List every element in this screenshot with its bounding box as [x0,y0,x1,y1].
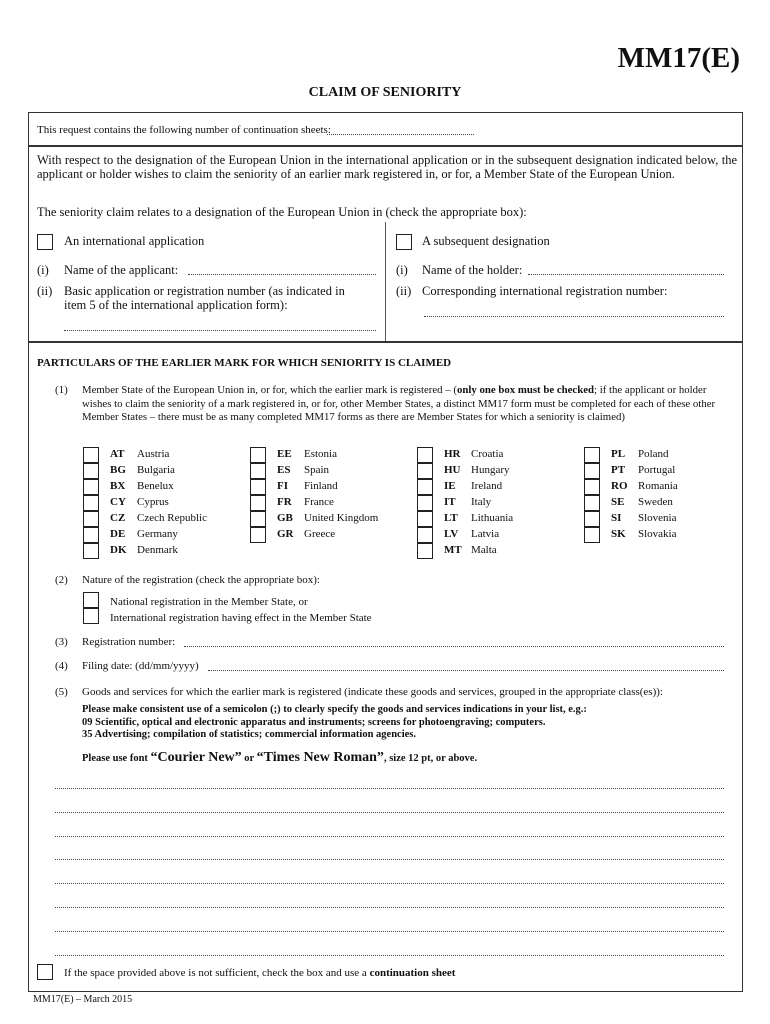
filing-date-label: Filing date: (dd/mm/yyyy) [82,660,199,672]
footer-text: MM17(E) – March 2015 [33,994,133,1005]
country-checkbox-de[interactable] [83,527,99,543]
text: or [241,753,257,764]
country-name: Austria [137,448,170,460]
country-code: GR [277,528,294,540]
country-checkbox-gb[interactable] [250,511,266,527]
country-checkbox-cy[interactable] [83,495,99,511]
country-name: Croatia [471,448,504,460]
country-code: HU [444,464,461,476]
country-checkbox-ee[interactable] [250,447,266,463]
country-checkbox-hr[interactable] [417,447,433,463]
country-name: Estonia [304,448,337,460]
country-name: Finland [304,480,338,492]
item-number: (2) [55,574,68,586]
text: ; if the applicant or holder wishes to claim the seniority of a mark registered in, or for, other Member States, a distinct MM17 form must be completed for each of these other Member States – there must be as many completed MM17 forms as there are Member States for which a seniority is claimed) [82,384,716,423]
text: “Courier New” [150,750,242,765]
country-checkbox-pl[interactable] [584,447,600,463]
country-name: Romania [638,480,678,492]
applicant-name-field[interactable] [188,274,376,275]
country-code: MT [444,544,462,556]
country-checkbox-at[interactable] [83,447,99,463]
country-code: FI [277,480,288,492]
country-name: Spain [304,464,330,476]
emphasis: only one box must be checked [456,384,595,396]
country-code: EE [277,448,292,460]
text: Please use font [82,753,151,764]
country-name: Benelux [137,480,174,492]
basic-application-field[interactable] [64,330,376,331]
country-code: BG [110,464,126,476]
country-code: AT [110,448,125,460]
country-code: SI [611,512,622,524]
country-checkbox-si[interactable] [584,511,600,527]
country-code: CZ [110,512,126,524]
continuation-label: This request contains the following number of continuation sheets: [37,124,331,136]
applicant-name-label: Name of the applicant: [64,263,179,277]
country-checkbox-sk[interactable] [584,527,600,543]
country-checkbox-cz[interactable] [83,511,99,527]
international-registration-label: International registration having effect in the Member State [110,612,372,624]
semicolon-note [82,704,587,742]
emphasis: continuation sheet [369,967,456,979]
country-name: Lithuania [471,512,514,524]
goods-services-line[interactable] [55,836,724,837]
country-code: PL [611,448,626,460]
goods-services-line[interactable] [55,859,724,860]
holder-name-label: Name of the holder: [422,263,523,277]
continuation-sheet-checkbox[interactable] [37,964,53,980]
country-name: Portugal [638,464,676,476]
country-code: GB [277,512,293,524]
font-note [82,750,477,766]
country-checkbox-bg[interactable] [83,463,99,479]
subsequent-designation-label: A subsequent designation [422,234,550,248]
country-name: Greece [304,528,336,540]
country-name: Cyprus [137,496,169,508]
country-name: Poland [638,448,669,460]
country-code: DE [110,528,126,540]
country-checkbox-bx[interactable] [83,479,99,495]
country-name: Slovenia [638,512,677,524]
country-checkbox-lv[interactable] [417,527,433,543]
country-name: Ireland [471,480,503,492]
country-name: Germany [137,528,178,540]
text: Member State of the European Union in, or for, which the earlier mark is registered – ( [82,384,457,396]
item-number: (5) [55,686,68,698]
item-number: (ii) [37,284,53,298]
international-application-label: An international application [64,234,205,248]
holder-name-field[interactable] [528,274,724,275]
goods-services-line[interactable] [55,883,724,884]
item-number: (ii) [396,284,412,298]
goods-services-line[interactable] [55,812,724,813]
note-line: 35 Advertising; compilation of statistics; commercial information agencies. [82,729,417,740]
item-number: (4) [55,660,68,672]
goods-services-line[interactable] [55,788,724,789]
national-registration-checkbox[interactable] [83,592,99,608]
country-code: HR [444,448,461,460]
international-application-checkbox[interactable] [37,234,53,250]
item-number: (i) [396,263,408,277]
country-code: SE [611,496,625,508]
text: If the space provided above is not sufficient, check the box and use a [64,967,370,979]
intro-text: With respect to the designation of the European Union in the international application or in the subsequent designation indicated below, the applicant or holder wishes to claim the seniority of an earlier mark registered in, or for, a Member State of the European Union. [37,153,737,181]
country-checkbox-es[interactable] [250,463,266,479]
text: , size 12 pt, or above. [383,753,478,764]
column-divider [385,222,386,341]
item-number: (1) [55,384,68,396]
relates-text: The seniority claim relates to a designation of the European Union in (check the appropriate box): [37,205,527,219]
country-checkbox-it[interactable] [417,495,433,511]
nature-label: Nature of the registration (check the appropriate box): [82,574,320,586]
country-code: LT [444,512,458,524]
country-name: Czech Republic [137,512,207,524]
country-checkbox-ro[interactable] [584,479,600,495]
country-code: SK [611,528,626,540]
continuation-sheet-text [64,967,455,979]
country-name: Slovakia [638,528,677,540]
continuation-count-field[interactable] [327,134,474,135]
goods-services-line[interactable] [55,907,724,908]
country-code: PT [611,464,626,476]
country-code: LV [444,528,459,540]
country-name: Latvia [471,528,500,540]
page-title: CLAIM OF SENIORITY [308,85,462,100]
goods-services-line[interactable] [55,955,724,956]
country-name: France [304,496,334,508]
goods-services-label: Goods and services for which the earlier mark is registered (indicate these goods and services, grouped in the appropriate class(es)): [82,686,663,698]
subsequent-designation-checkbox[interactable] [396,234,412,250]
note-line: 09 Scientific, optical and electronic apparatus and instruments; screens for photoengraving; computers. [82,716,546,728]
text: “Times New Roman” [256,750,384,765]
country-checkbox-fi[interactable] [250,479,266,495]
member-state-instructions [82,384,727,425]
country-name: Denmark [137,544,178,556]
country-name: Malta [471,544,497,556]
basic-application-label: Basic application or registration number (as indicated in item 5 of the international application form): [64,284,345,312]
country-code: BX [110,480,126,492]
registration-number-field[interactable] [184,646,724,647]
country-checkbox-gr[interactable] [250,527,266,543]
particulars-heading: PARTICULARS OF THE EARLIER MARK FOR WHICH SENIORITY IS CLAIMED [37,357,452,369]
national-registration-label: National registration in the Member State, or [110,596,308,608]
country-checkbox-dk[interactable] [83,543,99,559]
country-checkbox-ie[interactable] [417,479,433,495]
country-checkbox-lt[interactable] [417,511,433,527]
form-code: MM17(E) [617,42,740,74]
country-name: United Kingdom [304,512,379,524]
country-code: IE [444,480,456,492]
registration-number-label: Registration number: [82,636,176,648]
country-code: FR [277,496,292,508]
country-code: DK [110,544,127,556]
country-checkbox-pt[interactable] [584,463,600,479]
goods-services-line[interactable] [55,931,724,932]
country-code: IT [444,496,456,508]
item-number: (3) [55,636,68,648]
country-checkbox-hu[interactable] [417,463,433,479]
country-checkbox-se[interactable] [584,495,600,511]
note-line: Please make consistent use of a semicolon (;) to clearly specify the goods and services indications in your list, e.g.: [82,704,587,715]
intl-registration-field[interactable] [424,316,724,317]
country-code: RO [611,480,628,492]
country-name: Sweden [638,496,673,508]
country-name: Italy [471,496,492,508]
item-number: (i) [37,263,49,277]
country-checkbox-fr[interactable] [250,495,266,511]
intl-registration-label: Corresponding international registration number: [422,284,668,298]
country-code: CY [110,496,126,508]
country-code: ES [277,464,291,476]
country-name: Hungary [471,464,510,476]
country-name: Bulgaria [137,464,175,476]
filing-date-field[interactable] [208,670,724,671]
international-registration-checkbox[interactable] [83,608,99,624]
country-checkbox-mt[interactable] [417,543,433,559]
